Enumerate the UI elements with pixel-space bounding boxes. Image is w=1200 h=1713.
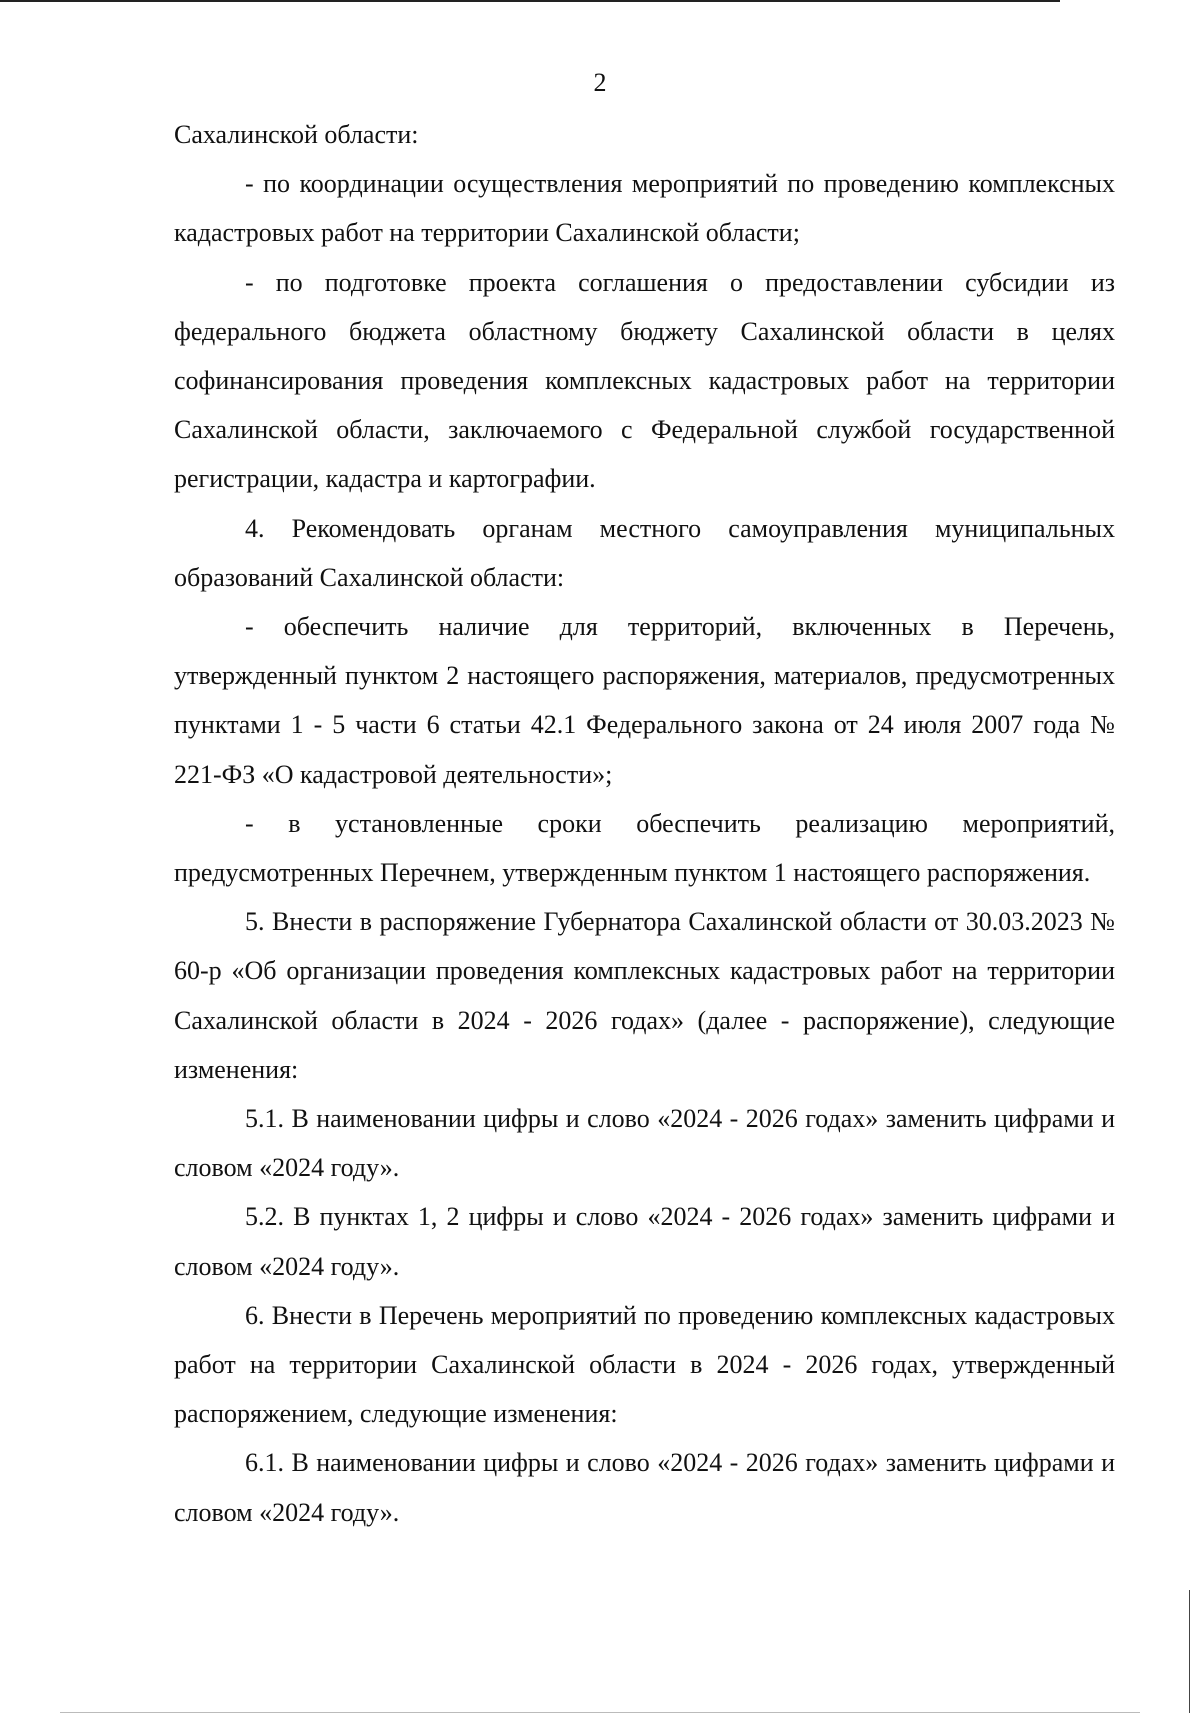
scan-edge-right (1189, 1590, 1190, 1713)
paragraph-item-5-1: 5.1. В наименовании цифры и слово «2024 - 2026 годах» заменить цифрами и словом «2024 году». (174, 1104, 1115, 1183)
paragraph-item-4-deadlines: - в установленные сроки обеспечить реализацию мероприятий, предусмотренных Перечнем, утвержденным пунктом 1 настоящего распоряжения. (174, 808, 1115, 888)
page-number: 2 (593, 68, 607, 97)
paragraph-item-5-2: 5.2. В пунктах 1, 2 цифры и слово «2024 - 2026 годах» заменить цифрами и словом «2024 году». (174, 1202, 1115, 1281)
paragraph-item-5: 5. Внести в распоряжение Губернатора Сахалинской области от 30.03.2023 № 60-р «Об организации проведения комплексных кадастровых работ на территории Сахалинской области в 2024 - 2026 годах» (далее - распоряжение), следующие изменения: (174, 907, 1115, 1084)
paragraph-item-6-1: 6.1. В наименовании цифры и слово «2024 - 2026 годах» заменить цифрами и словом «2024 году». (174, 1448, 1115, 1527)
document-body (174, 110, 1115, 1537)
paragraph-item-4: 4. Рекомендовать органам местного самоуправления муниципальных образований Сахалинской области: (174, 513, 1115, 592)
scan-edge-top (0, 0, 1060, 2)
paragraph-subsidy-agreement: - по подготовке проекта соглашения о предоставлении субсидии из федерального бюджета областному бюджету Сахалинской области в целях софинансирования проведения комплексных кадастровых работ на территории Сахалинской области, заключаемого с Федеральной службой государственной регистрации, кадастра и картографии. (174, 267, 1115, 494)
paragraph-item-6: 6. Внести в Перечень мероприятий по проведению комплексных кадастровых работ на территории Сахалинской области в 2024 - 2026 годах, утвержденный распоряжением, следующие изменения: (174, 1300, 1115, 1429)
paragraph-continuation: Сахалинской области: (174, 120, 419, 149)
paragraph-item-4-materials: - обеспечить наличие для территорий, включенных в Перечень, утвержденный пунктом 2 настоящего распоряжения, материалов, предусмотренных пунктами 1 - 5 части 6 статьи 42.1 Федерального закона от 24 июля 2007 года № 221-ФЗ «О кадастровой деятельности»; (174, 612, 1115, 789)
paragraph-coordination: - по координации осуществления мероприятий по проведению комплексных кадастровых работ на территории Сахалинской области; (174, 169, 1115, 248)
